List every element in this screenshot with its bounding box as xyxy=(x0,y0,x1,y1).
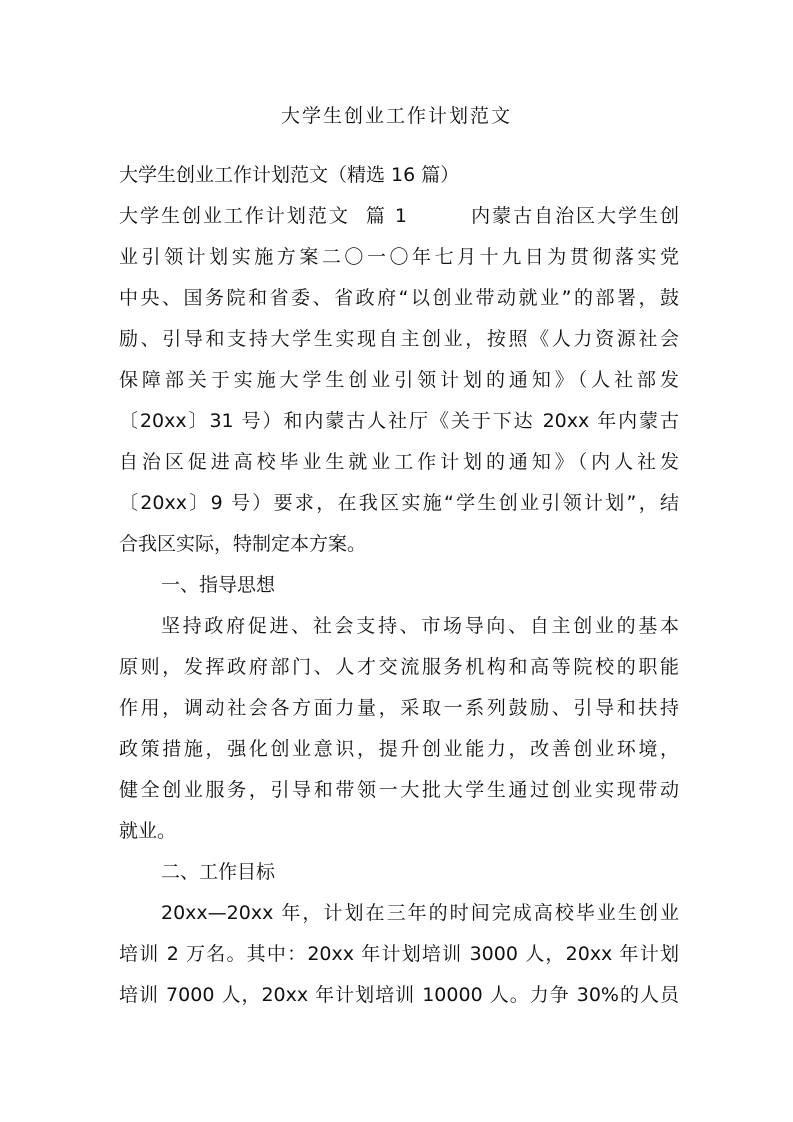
text-line: 一、指导思想 xyxy=(161,574,276,596)
text-line: 〔20xx〕31 号）和内蒙古人社厅《关于下达 20xx 年内蒙古 xyxy=(119,410,679,432)
text-line: 励、引导和支持大学生实现自主创业，按照《人力资源社会 xyxy=(119,328,679,350)
text-line: 政策措施，强化创业意识，提升创业能力，改善创业环境， xyxy=(119,738,679,760)
text-line: 培训 7000 人，20xx 年计划培训 10000 人。力争 30%的人员 xyxy=(119,984,679,1006)
text-line: 大学生创业工作计划范文（精选 16 篇） xyxy=(119,164,460,186)
text-line: 自治区促进高校毕业生就业工作计划的通知》（内人社发 xyxy=(119,451,679,473)
text-line: 〔20xx〕9 号）要求，在我区实施“学生创业引领计划”，结 xyxy=(119,492,679,514)
text-line: 合我区实际，特制定本方案。 xyxy=(119,533,367,555)
text-line: 健全创业服务，引导和带领一大批大学生通过创业实现带动 xyxy=(119,779,679,801)
text-line: 培训 2 万名。其中：20xx 年计划培训 3000 人，20xx 年计划 xyxy=(119,943,679,965)
text-line: 作用，调动社会各方面力量，采取一系列鼓励、引导和扶持 xyxy=(119,697,679,719)
text-line: 20xx—20xx 年，计划在三年的时间完成高校毕业生创业 xyxy=(161,902,679,924)
document-body xyxy=(119,155,679,1016)
text-line: 就业。 xyxy=(119,820,177,842)
text-line: 二、工作目标 xyxy=(161,861,276,883)
text-line: 坚持政府促进、社会支持、市场导向、自主创业的基本 xyxy=(161,615,679,637)
text-line: 中央、国务院和省委、省政府“以创业带动就业”的部署，鼓 xyxy=(119,287,679,309)
document-title: 大学生创业工作计划范文 xyxy=(280,105,512,127)
text-line: 原则，发挥政府部门、人才交流服务机构和高等院校的职能 xyxy=(119,656,679,678)
text-line: 大学生创业工作计划范文 篇 1 内蒙古自治区大学生创 xyxy=(119,205,679,227)
text-line: 保障部关于实施大学生创业引领计划的通知》（人社部发 xyxy=(119,369,679,391)
text-line: 业引领计划实施方案二〇一〇年七月十九日为贯彻落实党 xyxy=(119,246,679,268)
